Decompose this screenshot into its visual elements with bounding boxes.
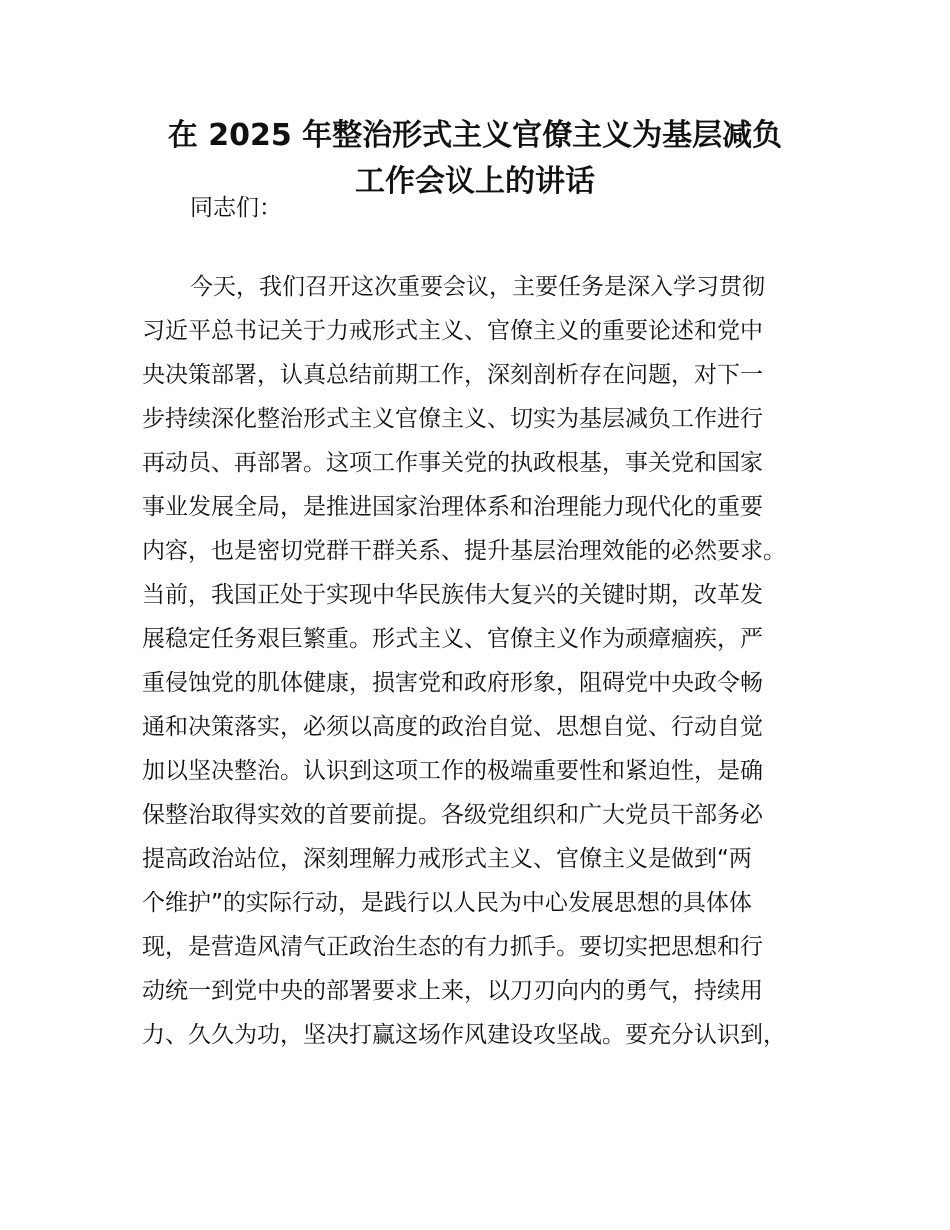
body-line-9: 展稳定任务艰巨繁重。形式主义、官僚主义作为顽瘴痼疾，严 — [142, 626, 763, 652]
body-line-13: 保整治取得实效的首要前提。各级党组织和广大党员干部务必 — [142, 802, 763, 828]
body-line-12: 加以坚决整治。认识到这项工作的极端重要性和紧迫性，是确 — [142, 758, 763, 784]
body-line-6: 事业发展全局，是推进国家治理体系和治理能力现代化的重要 — [142, 494, 763, 520]
body-line-7: 内容，也是密切党群干群关系、提升基层治理效能的必然要求。 — [142, 538, 786, 564]
body-line-11: 通和决策落实，必须以高度的政治自觉、思想自觉、行动自觉 — [142, 714, 763, 740]
document-title-line-2: 工作会议上的讲话 — [355, 164, 595, 199]
body-line-16: 现，是营造风清气正政治生态的有力抓手。要切实把思想和行 — [142, 934, 763, 960]
body-line-14: 提高政治站位，深刻理解力戒形式主义、官僚主义是做到“两 — [142, 846, 752, 872]
salutation: 同志们： — [190, 195, 282, 221]
body-line-17: 动统一到党中央的部署要求上来，以刀刃向内的勇气，持续用 — [142, 978, 763, 1004]
body-line-10: 重侵蚀党的肌体健康，损害党和政府形象，阻碍党中央政令畅 — [142, 670, 763, 696]
body-line-4: 步持续深化整治形式主义官僚主义、切实为基层减负工作进行 — [142, 406, 763, 432]
body-line-15: 个维护”的实际行动，是践行以人民为中心发展思想的具体体 — [142, 890, 752, 916]
body-line-8: 当前，我国正处于实现中华民族伟大复兴的关键时期，改革发 — [142, 582, 763, 608]
body-line-2: 习近平总书记关于力戒形式主义、官僚主义的重要论述和党中 — [142, 318, 763, 344]
body-line-18: 力、久久为功，坚决打赢这场作风建设攻坚战。要充分认识到， — [142, 1022, 786, 1048]
body-line-5: 再动员、再部署。这项工作事关党的执政根基，事关党和国家 — [142, 450, 763, 476]
body-line-3: 央决策部署，认真总结前期工作，深刻剖析存在问题，对下一 — [142, 362, 763, 388]
document-title-line-1: 在 2025 年整治形式主义官僚主义为基层减负 — [167, 118, 783, 153]
body-line-1: 今天，我们召开这次重要会议，主要任务是深入学习贯彻 — [190, 274, 765, 300]
